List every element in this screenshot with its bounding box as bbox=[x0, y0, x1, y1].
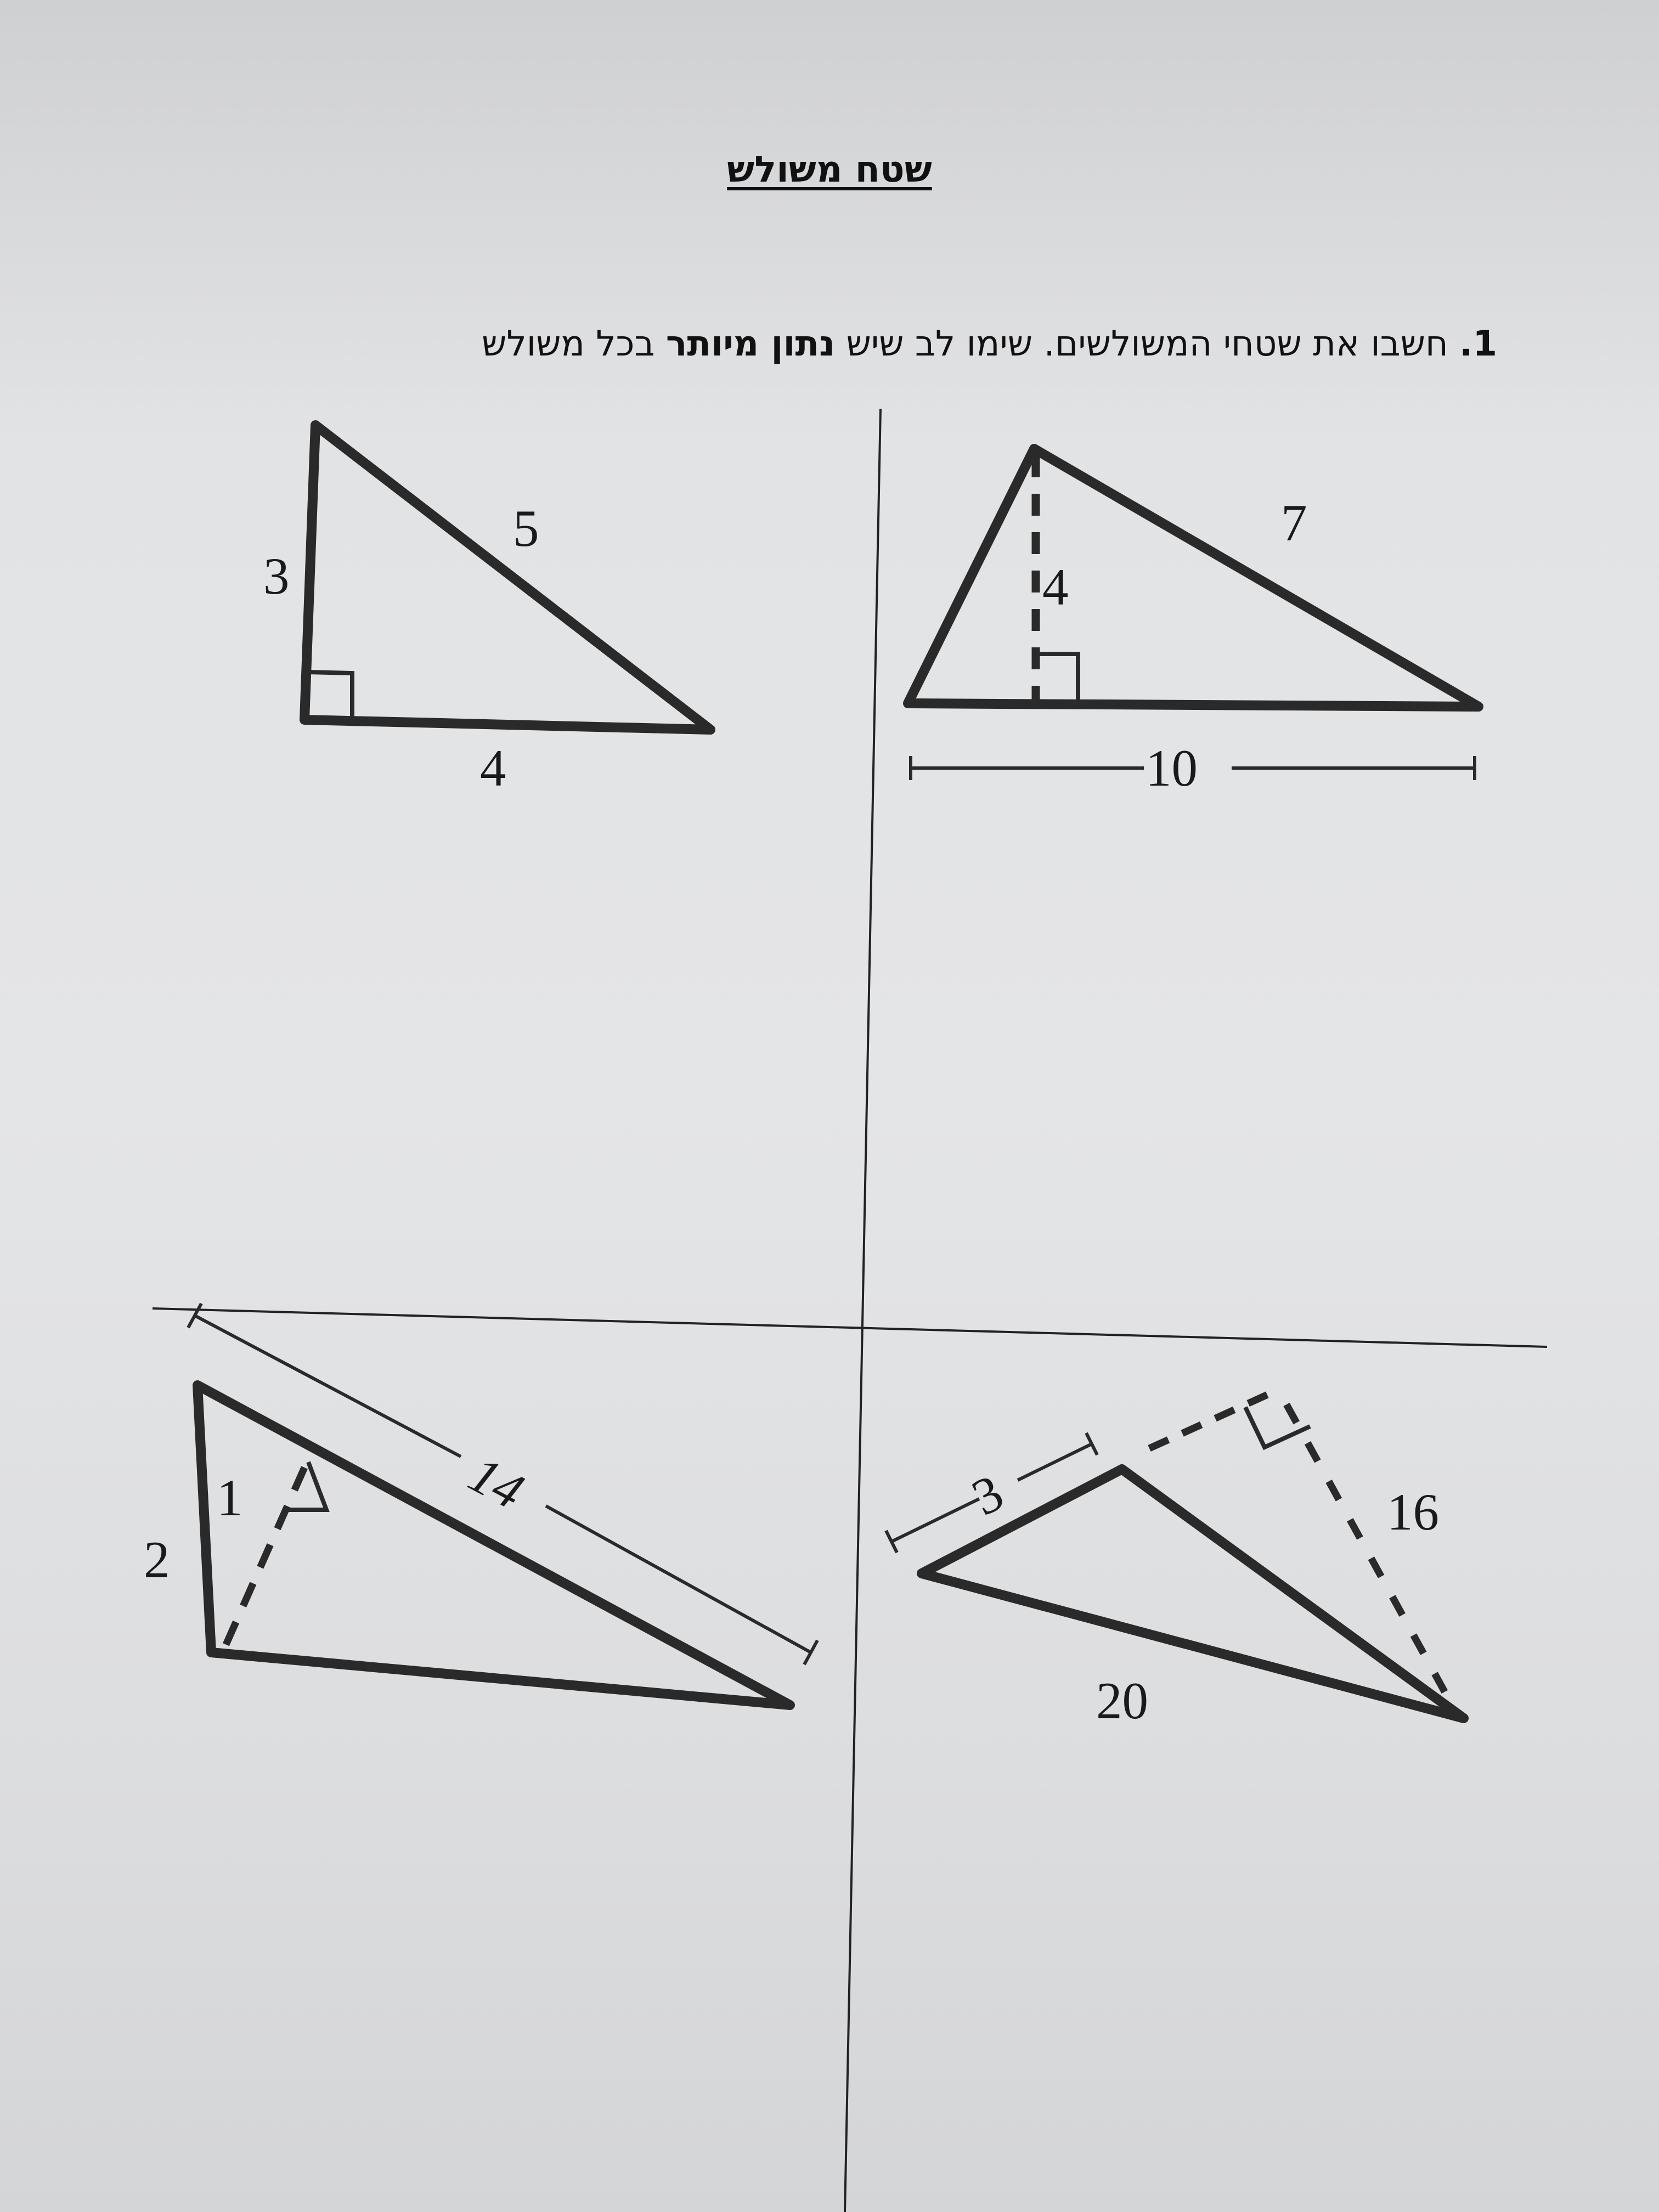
triangle-2-label-height: 4 bbox=[1042, 558, 1069, 616]
triangle-2-label-side: 7 bbox=[1281, 494, 1307, 552]
triangle-3-dimension-tick-upper bbox=[188, 1304, 201, 1328]
triangle-4-label-base: 20 bbox=[1096, 1672, 1148, 1730]
triangle-1-right-angle-mark bbox=[307, 672, 352, 719]
horizontal-divider bbox=[153, 1308, 1547, 1347]
triangle-1-shape bbox=[304, 425, 710, 730]
triangle-3-shape bbox=[198, 1385, 790, 1705]
triangle-4-dimension-lower bbox=[891, 1499, 979, 1542]
question-text-end: בכל משולש bbox=[481, 324, 655, 364]
triangle-3-label-height: 1 bbox=[217, 1469, 243, 1527]
question-number: 1. bbox=[1459, 324, 1497, 364]
question-text-start: חשבו את שטחי המשולשים. שימו לב שיש bbox=[846, 324, 1448, 364]
triangle-1-label-hyp: 5 bbox=[513, 499, 539, 557]
triangle-3-label-left: 2 bbox=[144, 1531, 170, 1589]
vertical-divider bbox=[845, 409, 881, 2212]
triangle-3 bbox=[144, 1304, 817, 1705]
triangle-4-dimension-tick-upper bbox=[1086, 1433, 1097, 1455]
triangle-2-right-angle-mark bbox=[1040, 654, 1078, 701]
triangle-4-label-height: 16 bbox=[1387, 1483, 1439, 1541]
triangle-4-right-angle-mark bbox=[1245, 1407, 1310, 1447]
triangle-4-dimension-upper bbox=[1018, 1444, 1092, 1480]
triangle-1-label-base: 4 bbox=[480, 739, 506, 797]
triangle-2-shape bbox=[908, 449, 1479, 707]
question-emphasis: נתון מיותר bbox=[665, 324, 836, 364]
triangle-1 bbox=[263, 425, 710, 797]
triangle-3-dimension-lower bbox=[546, 1506, 811, 1652]
triangle-4-dimension-tick-lower bbox=[886, 1531, 897, 1553]
triangle-2 bbox=[908, 449, 1479, 797]
triangle-2-label-base: 10 bbox=[1146, 739, 1198, 797]
triangle-4 bbox=[886, 1393, 1464, 1730]
page-title: שטח משולש bbox=[727, 148, 932, 190]
triangle-3-dimension-tick-lower bbox=[804, 1640, 817, 1664]
triangle-3-dimension-upper bbox=[195, 1316, 461, 1457]
triangle-3-label-long: 14 bbox=[460, 1444, 533, 1521]
triangle-4-label-short: 3 bbox=[963, 1463, 1012, 1527]
triangle-1-label-left: 3 bbox=[263, 547, 290, 605]
triangle-4-height bbox=[1286, 1404, 1451, 1703]
